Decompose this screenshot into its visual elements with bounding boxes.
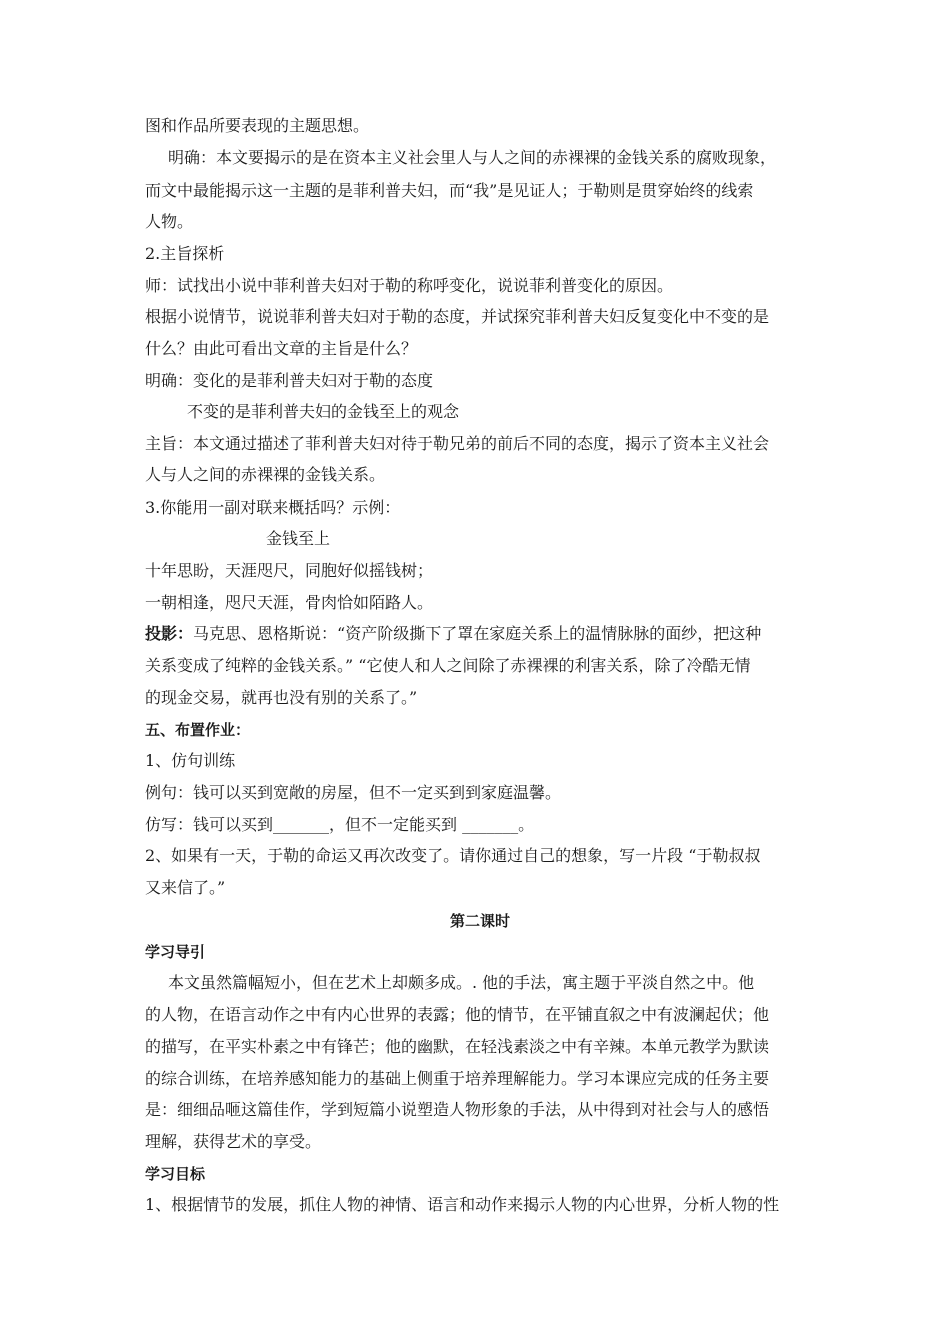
text-line: 的现金交易，就再也没有别的关系了。” <box>145 688 418 707</box>
text-line: 的综合训练，在培养感知能力的基础上侧重于培养理解能力。学习本课应完成的任务主要 <box>145 1069 770 1088</box>
section-heading: 学习导引 <box>145 943 206 961</box>
text-line: 是：细细品咂这篇佳作，学到短篇小说塑造人物形象的手法，从中得到对社会与人的感悟 <box>145 1100 770 1119</box>
text-line <box>145 624 815 644</box>
text-line: 的人物，在语言动作之中有内心世界的表露；他的情节，在平铺直叙之中有波澜起伏；他 <box>145 1005 770 1024</box>
couplet-line: 一朝相逢，咫尺天涯，骨肉恰如陌路人。 <box>145 593 434 612</box>
text-line: 本文虽然篇幅短小，但在艺术上却颇多成。. 他的手法，寓主题于平淡自然之中。他 <box>168 973 755 992</box>
text-line: 什么？由此可看出文章的主旨是什么？ <box>145 339 418 358</box>
text-line: 根据小说情节，说说菲利普夫妇对于勒的态度，并试探究菲利普夫妇反复变化中不变的是 <box>145 307 770 326</box>
text-line: 2、如果有一天，于勒的命运又再次改变了。请你通过自己的想象，写一片段 “于勒叔叔 <box>145 846 761 865</box>
text-line: 不变的是菲利普夫妇的金钱至上的观念 <box>187 402 460 421</box>
couplet-title: 金钱至上 <box>266 529 331 548</box>
text-line: 明确：本文要揭示的是在资本主义社会里人与人之间的赤裸裸的金钱关系的腐败现象， <box>168 148 777 167</box>
projection-text: 马克思、恩格斯说：“资产阶级撕下了罩在家庭关系上的温情脉脉的面纱，把这种 <box>193 624 762 643</box>
text-line: 人物。 <box>145 212 194 231</box>
text-line: 图和作品所要表现的主题思想。 <box>145 116 370 135</box>
text-line: 1、根据情节的发展，抓住人物的神情、语言和动作来揭示人物的内心世界，分析人物的性 <box>145 1195 780 1214</box>
section-heading: 3.你能用一副对联来概括吗？示例： <box>145 498 401 517</box>
text-line: 而文中最能揭示这一主题的是菲利普夫妇，而“我”是见证人；于勒则是贯穿始终的线索 <box>145 181 754 200</box>
text-line: 又来信了。” <box>145 878 226 897</box>
text-line: 主旨：本文通过描述了菲利普夫妇对待于勒兄弟的前后不同的态度，揭示了资本主义社会 <box>145 434 770 453</box>
couplet-line: 十年思盼，天涯咫尺，同胞好似摇钱树； <box>145 561 434 580</box>
text-line: 明确：变化的是菲利普夫妇对于勒的态度 <box>145 371 434 390</box>
section-heading: 五、布置作业： <box>145 721 251 739</box>
text-line: 理解，获得艺术的享受。 <box>145 1132 322 1151</box>
text-line: 仿写：钱可以买到_______，但不一定能买到 _______。 <box>145 815 535 834</box>
text-line: 例句：钱可以买到宽敞的房屋，但不一定买到到家庭温馨。 <box>145 783 562 802</box>
lesson-title: 第二课时 <box>449 912 510 930</box>
text-line: 人与人之间的赤裸裸的金钱关系。 <box>145 465 386 484</box>
text-line: 关系变成了纯粹的金钱关系。” “它使人和人之间除了赤裸裸的利害关系，除了冷酷无情 <box>145 656 751 675</box>
text-line: 师：试找出小说中菲利普夫妇对于勒的称呼变化，说说菲利普变化的原因。 <box>145 276 674 295</box>
section-heading: 学习目标 <box>145 1165 206 1183</box>
section-heading: 2.主旨探析 <box>145 244 225 263</box>
text-line: 的描写，在平实朴素之中有锋芒；他的幽默，在轻浅素淡之中有辛辣。本单元教学为默读 <box>145 1037 770 1056</box>
text-line: 1、仿句训练 <box>145 751 236 770</box>
projection-label: 投影： <box>145 624 194 643</box>
